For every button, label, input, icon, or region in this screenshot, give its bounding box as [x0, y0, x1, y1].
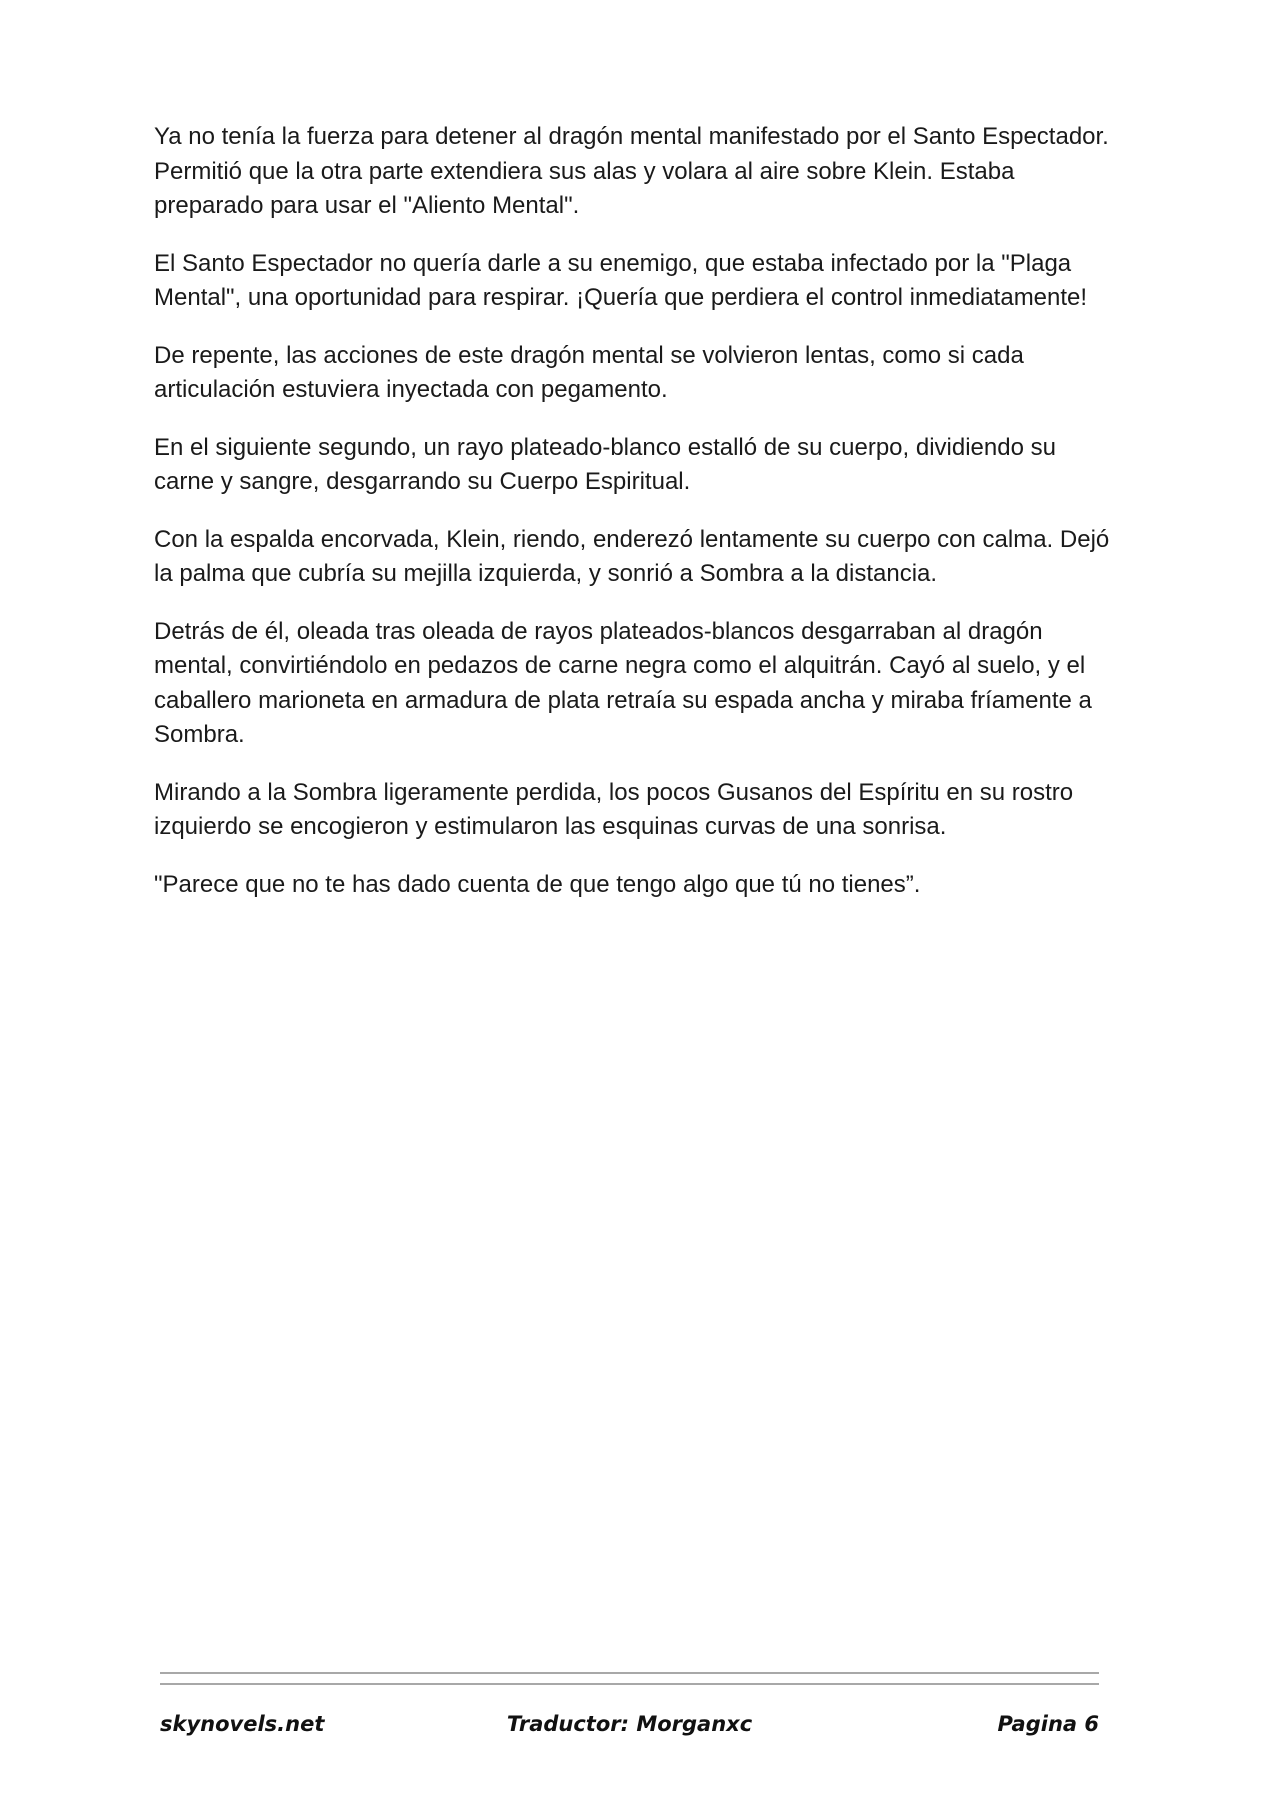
footer-divider — [160, 1672, 1099, 1685]
page-body — [154, 120, 1114, 925]
paragraph-1: Ya no tenía la fuerza para detener al dragón mental manifestado por el Santo Espectador. Permitió que la otra parte extendiera sus alas y volara al aire sobre Klein. Estaba preparado para usar el "Aliento Mental". — [154, 123, 1109, 219]
paragraph-8: "Parece que no te has dado cuenta de que tengo algo que tú no tienes”. — [154, 870, 921, 898]
paragraph-6: Detrás de él, oleada tras oleada de rayos plateados-blancos desgarraban al dragón mental, convirtiéndolo en pedazos de carne negra como el alquitrán. Cayó al suelo, y el caballero marioneta en armadura de plata retraía su espada ancha y miraba fríamente a Sombra. — [154, 617, 1092, 748]
footer-page-number: Pagina 6 — [997, 1712, 1099, 1736]
footer-rule-bottom — [160, 1683, 1099, 1685]
paragraph-7: Mirando a la Sombra ligeramente perdida, los pocos Gusanos del Espíritu en su rostro izquierdo se encogieron y estimularon las esquinas curvas de una sonrisa. — [154, 778, 1074, 840]
paragraph-2: El Santo Espectador no quería darle a su enemigo, que estaba infectado por la "Plaga Mental", una oportunidad para respirar. ¡Quería que perdiera el control inmediatamente! — [154, 249, 1088, 311]
page-footer — [160, 1712, 1099, 1748]
paragraph-4: En el siguiente segundo, un rayo plateado-blanco estalló de su cuerpo, dividiendo su carne y sangre, desgarrando su Cuerpo Espiritual. — [154, 433, 1056, 495]
footer-rule-top — [160, 1672, 1099, 1674]
paragraph-3: De repente, las acciones de este dragón mental se volvieron lentas, como si cada articulación estuviera inyectada con pegamento. — [154, 341, 1024, 403]
footer-site: skynovels.net — [160, 1712, 325, 1736]
paragraph-5: Con la espalda encorvada, Klein, riendo, enderezó lentamente su cuerpo con calma. Dejó la palma que cubría su mejilla izquierda, y sonrió a Sombra a la distancia. — [154, 525, 1110, 587]
footer-translator: Traductor: Morganxc — [506, 1712, 753, 1736]
